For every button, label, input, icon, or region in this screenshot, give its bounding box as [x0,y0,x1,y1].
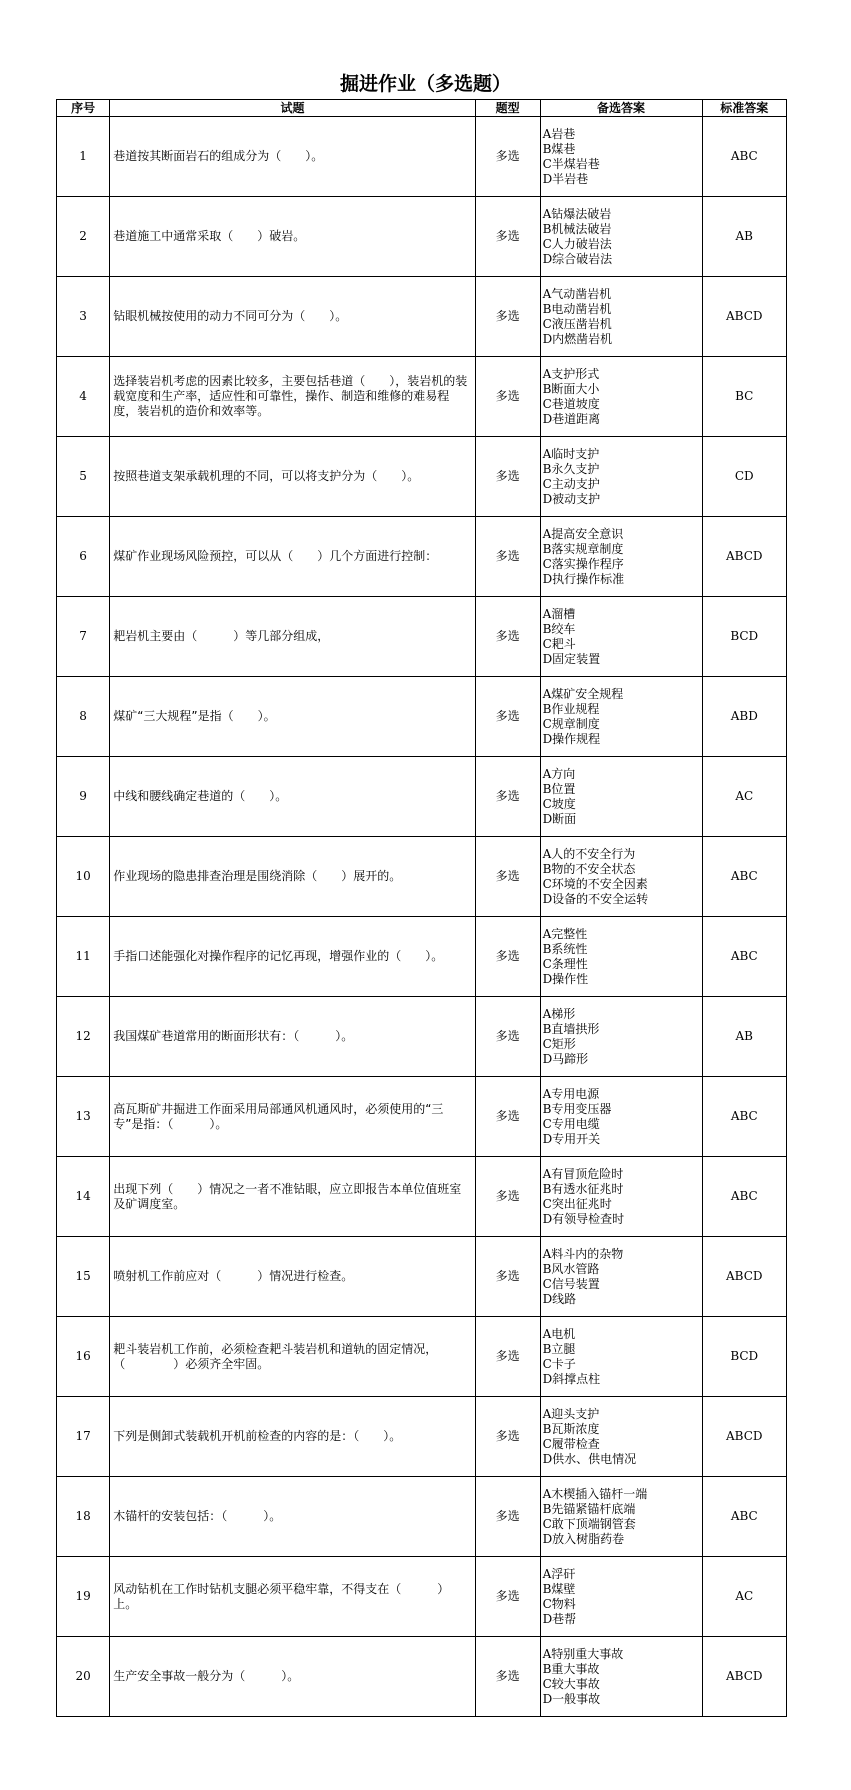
answer-option: A完整性 [542,926,588,941]
answer-option: D内燃凿岩机 [542,331,613,346]
answer-options [540,757,702,837]
question-type: 多选 [475,757,540,837]
answer-options [540,837,702,917]
table-row [57,1477,787,1557]
question-text: 巷道施工中通常采取（ ）破岩。 [110,197,476,277]
row-number: 7 [57,597,110,677]
answer-option: D线路 [542,1291,577,1306]
answer-option: C落实操作程序 [542,556,624,571]
answer-option: B机械法破岩 [542,221,612,236]
question-type: 多选 [475,1477,540,1557]
answer-option: A气动凿岩机 [542,286,612,301]
question-type: 多选 [475,1157,540,1237]
row-number: 18 [57,1477,110,1557]
answer-option: A人的不安全行为 [542,846,636,861]
standard-answer: ABD [702,677,786,757]
table-row [57,1157,787,1237]
question-type: 多选 [475,517,540,597]
question-type: 多选 [475,117,540,197]
answer-option: B绞车 [542,621,576,636]
standard-answer: ABCD [702,1637,786,1717]
table-row [57,1077,787,1157]
row-number: 5 [57,437,110,517]
answer-option: A溜槽 [542,606,576,621]
standard-answer: ABCD [702,1237,786,1317]
question-text: 中线和腰线确定巷道的（ ）。 [110,757,476,837]
answer-options [540,1317,702,1397]
answer-option: B断面大小 [542,381,600,396]
answer-option: D马蹄形 [542,1051,589,1066]
row-number: 3 [57,277,110,357]
question-text: 按照巷道支架承载机理的不同，可以将支护分为（ ）。 [110,437,476,517]
answer-option: C坡度 [542,796,576,811]
answer-option: B物的不安全状态 [542,861,636,876]
row-number: 1 [57,117,110,197]
answer-option: B重大事故 [542,1661,600,1676]
row-number: 9 [57,757,110,837]
standard-answer: ABC [702,1477,786,1557]
table-row [57,197,787,277]
question-rows [57,117,787,1717]
question-text: 煤矿“三大规程”是指（ ）。 [110,677,476,757]
standard-answer: ABCD [702,1397,786,1477]
question-table [56,99,787,1717]
question-text: 我国煤矿巷道常用的断面形状有：（ ）。 [110,997,476,1077]
answer-options [540,1557,702,1637]
answer-options [540,1397,702,1477]
header-answer: 标准答案 [702,100,786,117]
question-text: 木锚杆的安装包括：（ ）。 [110,1477,476,1557]
header-row [57,100,787,117]
answer-option: D供水、供电情况 [542,1451,637,1466]
header-number: 序号 [57,100,110,117]
standard-answer: BCD [702,597,786,677]
answer-option: C主动支护 [542,476,600,491]
answer-option: B有透水征兆时 [542,1181,624,1196]
standard-answer: AC [702,1557,786,1637]
answer-option: A特别重大事故 [542,1646,624,1661]
question-type: 多选 [475,997,540,1077]
answer-options [540,1077,702,1157]
answer-option: B煤巷 [542,141,576,156]
standard-answer: AB [702,997,786,1077]
answer-option: C物料 [542,1596,576,1611]
answer-option: A岩巷 [542,126,576,141]
header-question: 试题 [110,100,476,117]
question-type: 多选 [475,597,540,677]
answer-option: C条理性 [542,956,588,971]
answer-option: B位置 [542,781,576,796]
answer-option: A木楔插入锚杆一端 [542,1486,648,1501]
standard-answer: CD [702,437,786,517]
question-text: 喷射机工作前应对（ ）情况进行检查。 [110,1237,476,1317]
answer-option: B专用变压器 [542,1101,612,1116]
answer-option: A浮矸 [542,1566,576,1581]
header-options: 备选答案 [540,100,702,117]
answer-options [540,677,702,757]
row-number: 20 [57,1637,110,1717]
answer-options [540,1237,702,1317]
answer-option: C耙斗 [542,636,576,651]
answer-option: C巷道坡度 [542,396,600,411]
answer-option: A梯形 [542,1006,576,1021]
answer-option: D巷帮 [542,1611,577,1626]
question-text: 耙斗装岩机工作前，必须检查耙斗装岩机和道轨的固定情况，（ ）必须齐全牢固。 [110,1317,476,1397]
table-row [57,437,787,517]
question-type: 多选 [475,1077,540,1157]
answer-options [540,917,702,997]
table-row [57,277,787,357]
row-number: 13 [57,1077,110,1157]
answer-option: A煤矿安全规程 [542,686,624,701]
answer-option: C敢下顶端钢管套 [542,1516,636,1531]
standard-answer: ABC [702,117,786,197]
question-type: 多选 [475,277,540,357]
row-number: 6 [57,517,110,597]
answer-option: D操作规程 [542,731,601,746]
answer-option: B电动凿岩机 [542,301,612,316]
table-row [57,1317,787,1397]
answer-options [540,117,702,197]
answer-option: C规章制度 [542,716,600,731]
answer-option: C专用电缆 [542,1116,600,1131]
answer-option: B系统性 [542,941,588,956]
question-text: 下列是侧卸式装载机开机前检查的内容的是：（ ）。 [110,1397,476,1477]
question-type: 多选 [475,917,540,997]
answer-option: A电机 [542,1326,576,1341]
answer-options [540,997,702,1077]
standard-answer: ABC [702,1077,786,1157]
standard-answer: BCD [702,1317,786,1397]
answer-option: B永久支护 [542,461,600,476]
answer-option: A迎头支护 [542,1406,600,1421]
question-type: 多选 [475,1557,540,1637]
question-type: 多选 [475,837,540,917]
answer-option: A提高安全意识 [542,526,624,541]
answer-option: C矩形 [542,1036,576,1051]
question-text: 手指口述能强化对操作程序的记忆再现，增强作业的（ ）。 [110,917,476,997]
table-row [57,677,787,757]
answer-option: C液压凿岩机 [542,316,612,331]
table-row [57,597,787,677]
answer-option: A钻爆法破岩 [542,206,612,221]
answer-option: C半煤岩巷 [542,156,600,171]
answer-option: A有冒顶危险时 [542,1166,624,1181]
answer-options [540,1637,702,1717]
row-number: 10 [57,837,110,917]
answer-option: D操作性 [542,971,589,986]
answer-option: D执行操作标准 [542,571,625,586]
table-row [57,837,787,917]
question-text: 生产安全事故一般分为（ ）。 [110,1637,476,1717]
question-type: 多选 [475,1637,540,1717]
row-number: 14 [57,1157,110,1237]
question-text: 风动钻机在工作时钻机支腿必须平稳牢靠，不得支在（ ）上。 [110,1557,476,1637]
table-row [57,917,787,997]
answer-option: A专用电源 [542,1086,600,1101]
answer-option: C信号装置 [542,1276,600,1291]
answer-option: D巷道距离 [542,411,601,426]
row-number: 2 [57,197,110,277]
answer-option: C卡子 [542,1356,576,1371]
page-title: 掘进作业（多选题） [339,73,511,95]
question-type: 多选 [475,1317,540,1397]
answer-option: B作业规程 [542,701,600,716]
table-row [57,1637,787,1717]
answer-option: D被动支护 [542,491,601,506]
question-text: 巷道按其断面岩石的组成分为（ ）。 [110,117,476,197]
answer-option: D设备的不安全运转 [542,891,649,906]
answer-option: D综合破岩法 [542,251,613,266]
standard-answer: BC [702,357,786,437]
answer-option: D断面 [542,811,577,826]
answer-option: C环境的不安全因素 [542,876,648,891]
answer-option: D半岩巷 [542,171,589,186]
answer-option: B落实规章制度 [542,541,624,556]
answer-option: B直墙拱形 [542,1021,600,1036]
standard-answer: AC [702,757,786,837]
question-text: 煤矿作业现场风险预控，可以从（ ）几个方面进行控制： [110,517,476,597]
answer-option: C突出征兆时 [542,1196,612,1211]
row-number: 8 [57,677,110,757]
table-row [57,117,787,197]
answer-options [540,517,702,597]
question-type: 多选 [475,197,540,277]
question-type: 多选 [475,1237,540,1317]
table-row [57,997,787,1077]
row-number: 12 [57,997,110,1077]
answer-option: B风水管路 [542,1261,600,1276]
standard-answer: ABCD [702,277,786,357]
answer-options [540,277,702,357]
row-number: 17 [57,1397,110,1477]
answer-option: A方向 [542,766,576,781]
answer-option: A临时支护 [542,446,600,461]
question-type: 多选 [475,437,540,517]
question-text: 耙岩机主要由（ ）等几部分组成， [110,597,476,677]
answer-option: D专用开关 [542,1131,601,1146]
table-row [57,1397,787,1477]
question-type: 多选 [475,677,540,757]
answer-options [540,357,702,437]
table-row [57,517,787,597]
answer-option: D斜撑点柱 [542,1371,601,1386]
answer-options [540,1477,702,1557]
table-row [57,1237,787,1317]
table-row [57,757,787,837]
row-number: 19 [57,1557,110,1637]
question-text: 选择装岩机考虑的因素比较多，主要包括巷道（ ），装岩机的装载宽度和生产率，适应性和可靠性，操作、制造和维修的难易程度，装岩机的造价和效率等。 [110,357,476,437]
answer-option: D一般事故 [542,1691,601,1706]
row-number: 4 [57,357,110,437]
answer-option: D固定装置 [542,651,601,666]
question-text: 出现下列（ ）情况之一者不准钻眼，应立即报告本单位值班室及矿调度室。 [110,1157,476,1237]
answer-options [540,1157,702,1237]
question-text: 钻眼机械按使用的动力不同可分为（ ）。 [110,277,476,357]
standard-answer: ABCD [702,517,786,597]
question-type: 多选 [475,1397,540,1477]
standard-answer: ABC [702,917,786,997]
question-text: 高瓦斯矿井掘进工作面采用局部通风机通风时，必须使用的“三专”是指：（ ）。 [110,1077,476,1157]
table-row [57,1557,787,1637]
answer-option: B立腿 [542,1341,576,1356]
answer-options [540,437,702,517]
question-type: 多选 [475,357,540,437]
answer-option: B煤壁 [542,1581,576,1596]
table-row [57,357,787,437]
standard-answer: AB [702,197,786,277]
row-number: 15 [57,1237,110,1317]
row-number: 16 [57,1317,110,1397]
standard-answer: ABC [702,1157,786,1237]
standard-answer: ABC [702,837,786,917]
answer-option: A料斗内的杂物 [542,1246,624,1261]
header-type: 题型 [475,100,540,117]
answer-option: B先锚紧锚杆底端 [542,1501,636,1516]
answer-option: D有领导检查时 [542,1211,625,1226]
answer-option: D放入树脂药卷 [542,1531,625,1546]
question-text: 作业现场的隐患排查治理是围绕消除（ ）展开的。 [110,837,476,917]
answer-option: C人力破岩法 [542,236,612,251]
answer-options [540,597,702,677]
answer-option: A支护形式 [542,366,600,381]
answer-option: C履带检查 [542,1436,600,1451]
row-number: 11 [57,917,110,997]
answer-options [540,197,702,277]
answer-option: C较大事故 [542,1676,600,1691]
answer-option: B瓦斯浓度 [542,1421,600,1436]
